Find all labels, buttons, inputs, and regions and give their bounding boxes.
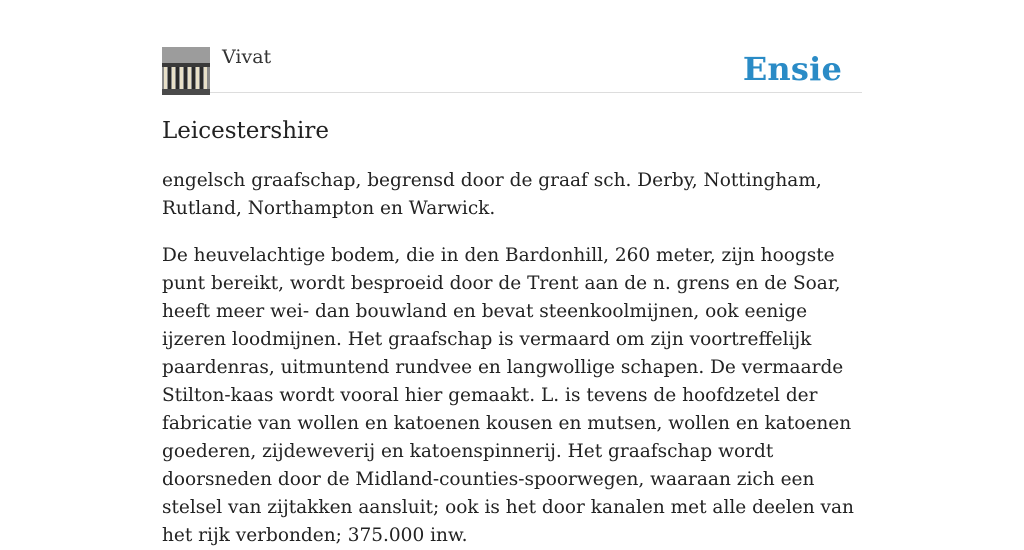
brand-logo[interactable]: Ensie: [742, 50, 842, 88]
paragraph-body: De heuvelachtige bodem, die in den Bardonhill, 260 meter, zijn hoogste punt bereikt, wordt besproeid door de Trent aan de n. grens en de Soar, heeft meer wei- dan bouwland en bevat steenkoolmijnen, ook eenige ijzeren loodmijnen. Het graafschap is vermaard om zijn voortreffelijk paardenras, uitmuntend rundvee en langwollige schapen. De vermaarde Stilton-kaas wordt vooral hier gemaakt. L. is tevens de hoofdzetel der fabricatie van wollen en katoenen kousen en mutsen, wollen en katoenen goederen, zijdeweverij en katoenspinnerij. Het graafschap wordt doorsneden door de Midland-counties-spoorwegen, waaraan zich een stelsel van zijtakken aansluit; ook is het door kanalen met alle deelen van het rijk verbonden; 375.000 inw.: [162, 245, 854, 546]
source-name[interactable]: Vivat: [222, 46, 272, 68]
header: [162, 0, 862, 93]
article-container: [162, 0, 862, 550]
paragraph-intro: engelsch graafschap, begrensd door de graaf sch. Derby, Nottingham, Rutland, Northampton en Warwick.: [162, 170, 822, 219]
book-spines-icon: [162, 47, 210, 95]
page-title: Leicestershire: [162, 118, 329, 144]
avatar[interactable]: [162, 47, 210, 95]
